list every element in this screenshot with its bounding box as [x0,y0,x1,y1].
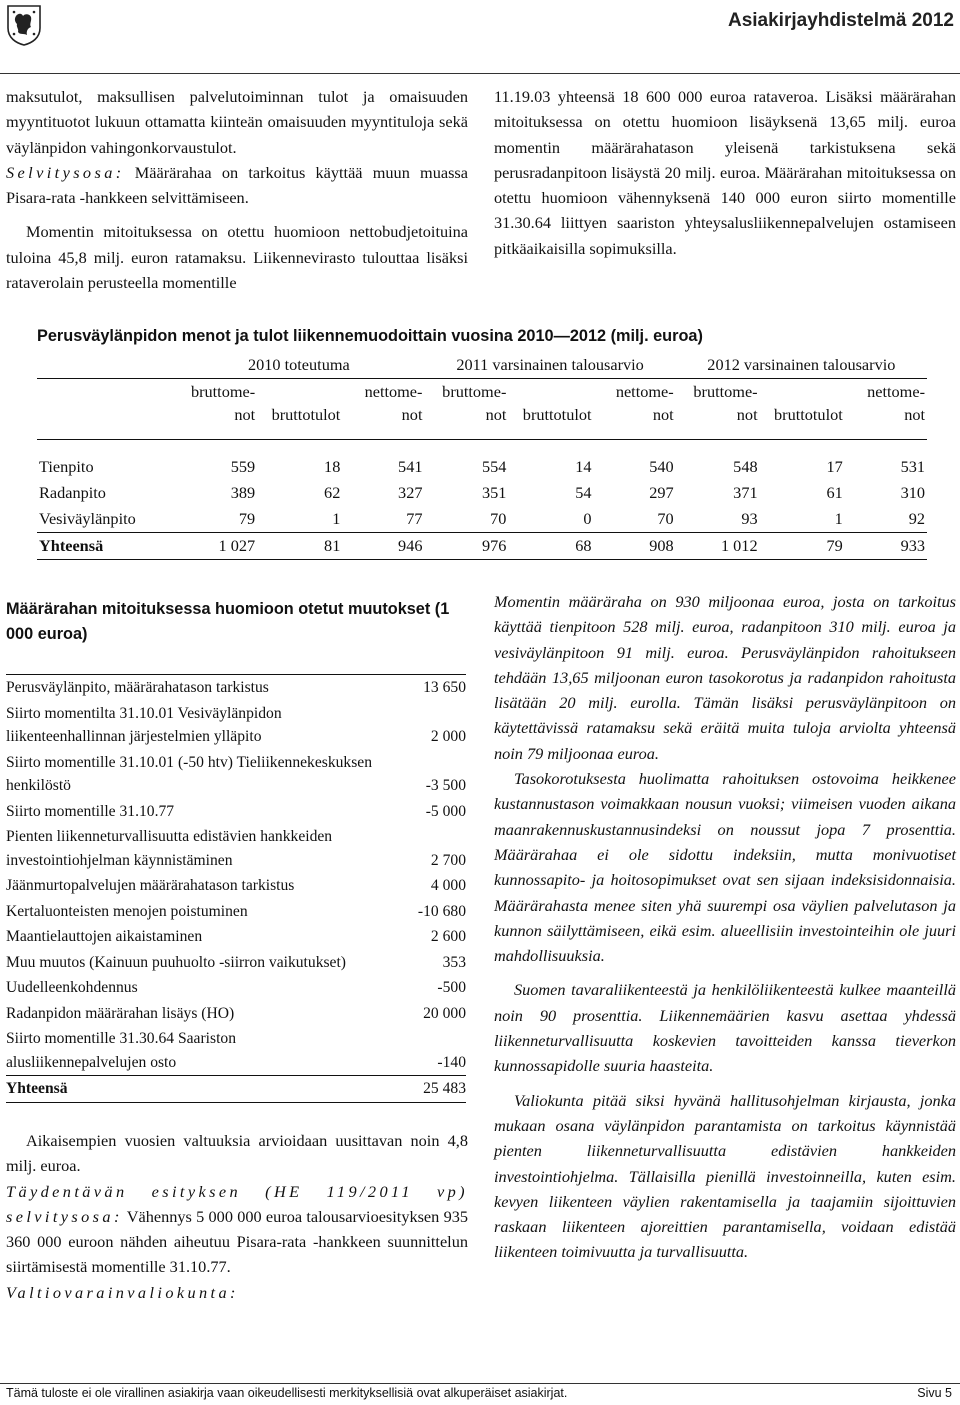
table-cell: 81 [257,533,342,560]
column-header [257,379,342,406]
table-row [6,824,466,873]
table-cell: 20 000 [423,1004,466,1022]
table-row [6,873,466,899]
column-header: bruttome- [442,382,507,401]
table-cell: 4 000 [430,877,466,894]
table-cell: 54 [575,483,592,502]
table-cell: 18 [324,457,341,476]
table-total-row [37,533,927,560]
table-cell: 371 [733,483,758,502]
table-cell: 61 [826,483,843,502]
table-cell: -3 500 [425,777,466,794]
table-cell: 1 [760,506,845,533]
table-cell: 70 [424,506,508,533]
column-header: not [173,405,257,440]
table-cell: 297 [649,483,674,502]
document-title: Asiakirjayhdistelmä 2012 [727,10,954,31]
header-divider [0,73,960,74]
column-header: not [594,405,676,440]
table-cell: 79 [760,533,845,560]
table-row [37,506,927,533]
table-cell: 1 027 [173,533,257,560]
row-label: Siirto momentilta 31.10.01 Vesiväylänpidon liikenteenhallinnan järjestelmien ylläpito [6,704,282,745]
table-cell: -500 [437,979,466,996]
table-row [6,1001,466,1027]
table-row [6,975,466,1001]
column-header [508,379,593,406]
row-label: Pienten liikenneturvallisuutta edistävien hankkeiden investointiohjelman käynnistäminen [6,828,333,869]
table-cell: 14 [575,457,592,476]
column-header: bruttome- [190,382,256,401]
table-cell: -10 680 [417,902,466,920]
table-cell: -140 [437,1053,466,1071]
row-label: Muu muutos (Kainuun puuhuolto -siirron vaikutukset) [6,953,347,971]
table-row [37,480,927,506]
group-header: 2011 varsinainen talousarvio [424,352,675,379]
footer-divider [0,1383,960,1384]
table-cell: -5 000 [425,802,466,820]
table-cell: 351 [481,483,507,502]
table-row [6,1026,466,1075]
table-cell: 1 012 [676,533,760,560]
table-cell: 559 [230,457,256,476]
column-header: nettome- [364,382,423,401]
table-title: Perusväylänpidon menot ja tulot liikennemuodoittain vuosina 2010—2012 (milj. euroa) [37,327,703,345]
row-label: Radanpidon määrärahan lisäys (HO) [6,1004,235,1022]
table-cell: 25 483 [423,1080,466,1097]
row-label: Kertaluonteisten menojen poistuminen [6,902,248,920]
table-cell: 62 [324,483,341,502]
paragraph: Momentin määräraha on 930 miljoonaa euroa, josta on tarkoitus käyttää tienpitoon 528 milj. euroa, radanpitoon 310 milj. euroa ja vesiväylänpitoon 91 milj. euroa. Perusväylänpidon rahoitukseen tehdään 13,65 miljoonan euron tasokorotus ja radanpidon rahoitusta lisätään 20 milj. eurolla. Tämän lisäksi perusväylänpitoon on käytettävissä ratamaksu sekä eräitä muita tuloja arviolta yhteensä noin 79 miljoonaa euroa. [494,592,956,763]
row-label: Siirto momentille 31.30.64 Saariston alusliikennepalvelujen osto [6,1030,236,1071]
group-header: 2010 toteutuma [173,352,424,379]
row-label: Tienpito [39,457,94,476]
column-header: bruttome- [693,382,758,401]
row-label: Siirto momentille 31.10.77 [6,802,175,820]
table-subheader [37,379,927,406]
table-cell: 68 [508,533,593,560]
table-cell: 554 [481,457,507,476]
column-header: nettome- [615,382,674,401]
row-label: Yhteensä [6,1080,68,1097]
table-row [6,674,466,701]
table-cell: 548 [733,457,758,476]
row-label: Jäänmurtopalvelujen määrärahatason tarkistus [6,877,295,894]
finnish-lion-crest-icon [4,4,44,46]
table-cell: 541 [398,457,423,476]
row-label: Siirto momentille 31.10.01 (-50 htv) Tieliikennekeskuksen henkilöstö [6,753,372,794]
table-cell: 92 [845,506,927,533]
committee-text [494,589,956,1265]
table-title: Määrärahan mitoituksessa huomioon otetut muutokset (1 000 euroa) [6,600,450,643]
paragraph [6,1179,468,1280]
right-top-text [494,84,956,261]
paragraph: Tasokorotuksesta huolimatta rahoituksen ostovoima heikkenee kustannustason voimakkaan nousun vuoksi; viimeisen vuoden aikana maanrakennuskustannusindeksi on noussut jopa 7 prosenttia. Määrärahaa ei ole sidottu indeksiin, mutta monivuotiset kunnossapito- ja hoitosopimukset ovat sen sijaan indeksisidonnaisia. Määrärahasta menee siten yhä suurempi osa väylien palvelutason ja kunnon säilyttämiseen, eikä esim. alueellisiin investointeihin ole juuri mahdollisuuksia. [494,769,956,966]
table-cell: 327 [398,483,423,502]
table-cell: 2 000 [430,728,466,745]
table-cell: 540 [649,457,674,476]
row-label: Vesiväylänpito [37,506,173,533]
paragraph: Momentin mitoituksessa on otettu huomioon nettobudjetoituina tuloina 45,8 milj. euron ratamaksu. Liikennevirasto tulouttaa lisäksi rataverolain perusteella momentille [6,222,468,293]
paragraph: maksutulot, maksullisen palvelutoiminnan tulot ja omaisuuden myyntituotot lukuun ottamatta kiinteän omaisuuden myyntituloja sekä väylänpidon vahingonkorvaustulot. [6,87,468,157]
row-label: Perusväylänpito, määrärahatason tarkistus [6,679,269,696]
table-row [6,701,466,750]
footer-disclaimer: Tämä tuloste ei ole virallinen asiakirja vaan oikeudellisesti merkityksellisiä ovat alkuperäiset asiakirjat. [6,1386,568,1400]
column-header: not [676,405,760,440]
table-total-row [6,1075,466,1103]
column-header: not [424,405,508,440]
left-bottom-text [6,1128,468,1305]
group-header: 2012 varsinainen talousarvio [676,352,927,379]
table-cell: 976 [424,533,508,560]
table-row [6,750,466,799]
table-cell: 946 [342,533,424,560]
table-cell: 353 [442,953,466,971]
paragraph-text: Vähennys 5 000 000 euroa talousarvioesityksen 935 360 000 euroon nähden aiheutuu Pisara-rata -hankkeen suunnittelun siirtämisestä momentille 31.10.77. [6,1206,468,1277]
left-top-text [6,84,468,295]
page-number: Sivu 5 [917,1386,952,1400]
table-row [6,899,466,925]
table-cell: 2 700 [430,851,466,869]
table-cell: 17 [826,457,843,476]
section-label: Täydentävän esityksen (HE 119/2011 vp) selvitysosa: [6,1181,468,1226]
column-header: bruttotulot [760,405,845,440]
table-cell: 908 [594,533,676,560]
row-label: Uudelleenkohdennus [6,979,138,996]
table-cell: 531 [900,457,925,476]
section-label: Selvitysosa: [6,162,125,182]
column-header: bruttotulot [257,405,342,440]
column-header [760,379,845,406]
table-row [37,454,927,480]
paragraph: 11.19.03 yhteensä 18 600 000 euroa rataveroa. Lisäksi määrärahan mitoituksessa on otettu huomioon lisäyksenä 13,65 milj. euroa momentin määrärahatason yleisenä tarkistuksena sekä perusradanpitoon lisäystä 20 milj. euroa. Määrärahan mitoituksessa on otettu huomioon vähennyksenä 140 000 euron siirto momentille 31.30.64 liittyen saariston yhteysalusliikennepalvelujen ostamiseen pitkäaikaisilla sopimuksilla. [494,87,956,258]
row-label: Maantielauttojen aikaistaminen [6,928,203,945]
paragraph-text: Määrärahaa on tarkoitus käyttää muun muassa Pisara-rata -hankkeen selvittämiseen. [6,162,468,208]
table-cell: 13 650 [423,679,466,696]
table-cell: 1 [257,506,342,533]
table-row [6,950,466,976]
table-cell: 2 600 [430,928,466,945]
table-cell: 0 [508,506,593,533]
column-header: not [845,405,927,440]
table-cell: 310 [900,483,925,502]
table-subheader [37,405,927,440]
budget-table [37,352,927,560]
table-group-header [37,352,927,379]
table-row [6,799,466,825]
row-label: Radanpito [39,483,106,502]
paragraph [6,1280,468,1305]
table-cell: 389 [230,483,256,502]
paragraph: Aikaisempien vuosien valtuuksia arvioidaan uusittavan noin 4,8 milj. euroa. [6,1131,468,1176]
row-label: Yhteensä [37,533,173,560]
changes-table [6,674,466,1103]
table-cell: 93 [676,506,760,533]
table-cell: 70 [594,506,676,533]
column-header: bruttotulot [508,405,593,440]
section-label: Valtiovarainvaliokunta: [6,1282,239,1302]
column-header: not [342,405,424,440]
table-cell: 77 [342,506,424,533]
table-row [6,924,466,950]
paragraph [6,160,468,211]
paragraph: Valiokunta pitää siksi hyvänä hallitusohjelman kirjausta, jonka mukaan osana väylänpidon parantamista on tarkoitus käynnistää pienten liikenneturvallisuutta edistävien hankkeiden investointiohjelma. Tällaisilla pienillä investoinneilla, kuten esim. kevyen liikenteen väylien rakentamisella ja taajamiin sijoittuvien raskaan liikenteen ajoreittien parantamisella, voidaan edistää liikenteen toimivuutta ja turvallisuutta. [494,1090,956,1262]
table-cell: 79 [173,506,257,533]
table-cell: 933 [845,533,927,560]
column-header: nettome- [867,382,925,401]
paragraph: Suomen tavaraliikenteestä ja henkilöliikenteestä kulkee maanteillä noin 90 prosenttia. Liikennemäärien kasvu asettaa yhdessä liikenneturvallisuutta koskevien tavoitteiden kanssa tieverkon kunnossapidolle suuria haasteita. [494,980,956,1076]
